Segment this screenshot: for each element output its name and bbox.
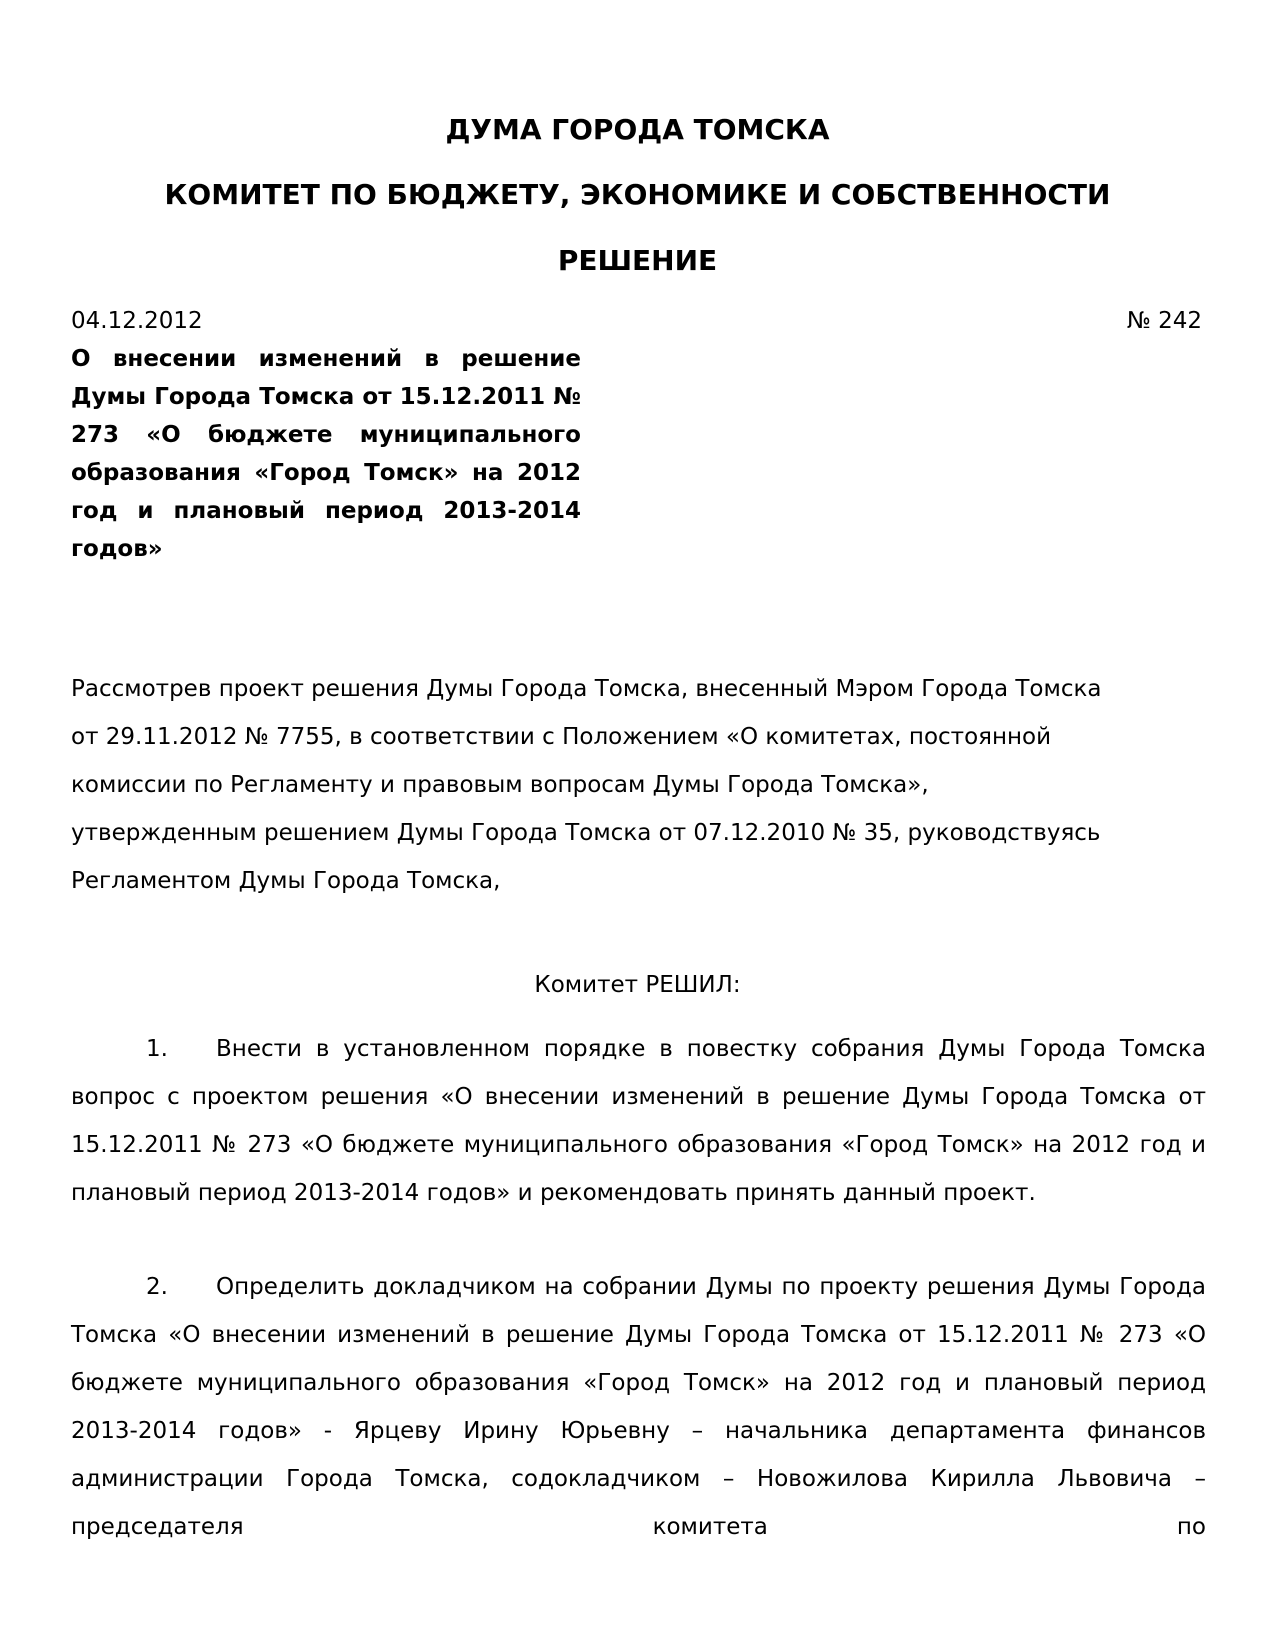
preamble-line: Регламентом Думы Города Томска, bbox=[71, 868, 501, 894]
org-title: ДУМА ГОРОДА ТОМСКА bbox=[445, 113, 830, 146]
decision-number: № 242 bbox=[1126, 308, 1202, 334]
committee-decided-heading: Комитет РЕШИЛ: bbox=[534, 972, 741, 998]
item-number: 2. bbox=[146, 1274, 168, 1300]
preamble-line: комиссии по Регламенту и правовым вопросам Думы Города Томска», bbox=[71, 772, 929, 798]
item-number: 1. bbox=[146, 1036, 168, 1062]
item-text: Внести в установленном порядке в повестку собрания Думы Города Томска вопрос с проектом решения «О внесении изменений в решение Думы Города Томска от 15.12.2011 № 273 «О бюджете муниципального образования «Город Томск» на 2012 год и плановый период 2013-2014 годов» и рекомендовать принять данный проект. bbox=[71, 1036, 1206, 1206]
decision-date: 04.12.2012 bbox=[71, 308, 203, 334]
preamble-line: утвержденным решением Думы Города Томска от 07.12.2010 № 35, руководствуясь bbox=[71, 820, 1101, 846]
preamble-line: от 29.11.2012 № 7755, в соответствии с Положением «О комитетах, постоянной bbox=[71, 724, 1052, 750]
decision-item-1 bbox=[71, 1025, 1206, 1217]
preamble-line: Рассмотрев проект решения Думы Города Томска, внесенный Мэром Города Томска bbox=[71, 676, 1102, 702]
decision-item-2 bbox=[71, 1263, 1206, 1551]
preamble bbox=[71, 665, 1206, 905]
item-text: Определить докладчиком на собрании Думы по проекту решения Думы Города Томска «О внесении изменений в решение Думы Города Томска от 15.12.2011 № 273 «О бюджете муниципального образования «Город Томск» на 2012 год и плановый период 2013-2014 годов» - Ярцеву Ирину Юрьевну – начальника департамента финансов администрации Города Томска, содокладчиком – Новожилова Кирилла Львовича – председателя комитета по bbox=[71, 1274, 1206, 1540]
document-type-title: РЕШЕНИЕ bbox=[557, 244, 718, 277]
committee-title: КОМИТЕТ ПО БЮДЖЕТУ, ЭКОНОМИКЕ И СОБСТВЕННОСТИ bbox=[164, 178, 1111, 211]
decision-subject: О внесении изменений в решение Думы Города Томска от 15.12.2011 № 273 «О бюджете муниципального образования «Город Томск» на 2012 год и плановый период 2013-2014 годов» bbox=[71, 346, 581, 562]
